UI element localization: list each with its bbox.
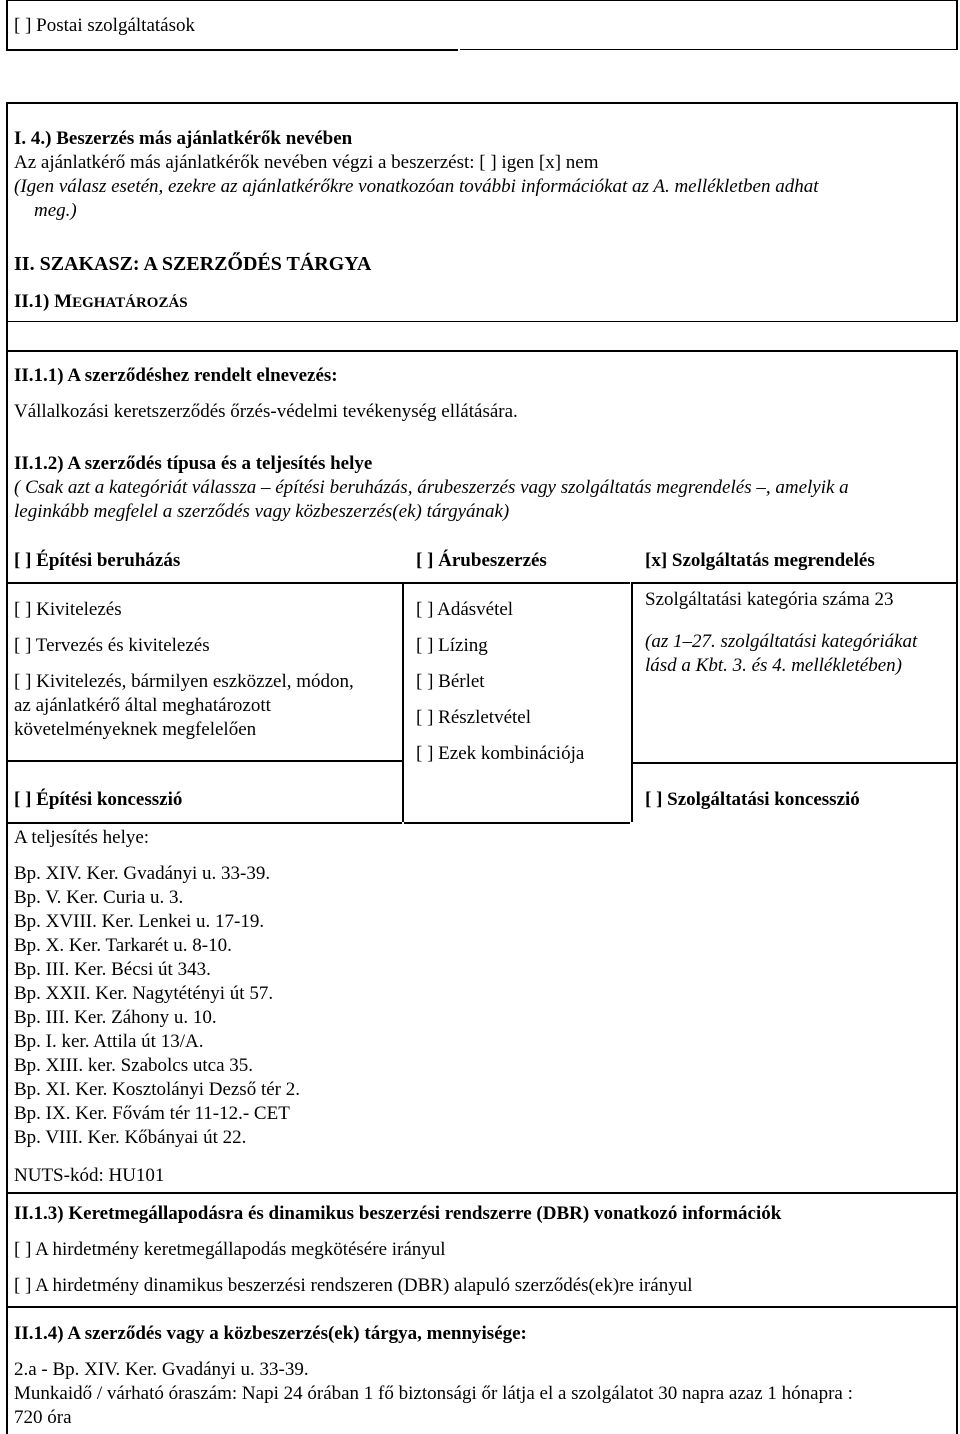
address-item: Bp. V. Ker. Curia u. 3. [14, 887, 184, 908]
ii14-line1: 2.a - Bp. XIV. Ker. Gvadányi u. 33-39. [14, 1359, 309, 1380]
section-i4-note-line1: (Igen válasz esetén, ezekre az ajánlatkérőkre vonatkozóan további információkat az A. mellékletben adhat [14, 176, 819, 197]
works-option-any-means-line1: [ ] Kivitelezés, bármilyen eszközzel, módon, [14, 671, 354, 692]
address-item: Bp. XIV. Ker. Gvadányi u. 33-39. [14, 863, 271, 884]
dps-option: [ ] A hirdetmény dinamikus beszerzési rendszeren (DBR) alapuló szerződés(ek)re irányul [14, 1275, 693, 1296]
ii12-note-line1: ( Csak azt a kategóriát válassza – építési beruházás, árubeszerzés vagy szolgáltatás megrendelés –, amelyik a [14, 477, 849, 498]
postal-services-option: [ ] Postai szolgáltatások [14, 15, 195, 36]
address-item: Bp. I. ker. Attila út 13/A. [14, 1031, 204, 1052]
address-item: Bp. VIII. Ker. Kőbányai út 22. [14, 1127, 247, 1148]
section-ii-subtitle-prefix: II.1) M [14, 291, 73, 312]
ii14-heading: II.1.4) A szerződés vagy a közbeszerzés(ek) tárgya, mennyisége: [14, 1323, 527, 1344]
ii13-heading: II.1.3) Keretmegállapodásra és dinamikus beszerzési rendszerre (DBR) vonatkozó információk [14, 1203, 782, 1224]
address-item: Bp. XI. Ker. Kosztolányi Dezső tér 2. [14, 1079, 300, 1100]
ii11-contract-name: Vállalkozási keretszerződés őrzés-védelmi tevékenység ellátására. [14, 401, 518, 422]
framework-agreement-option: [ ] A hirdetmény keretmegállapodás megkötésére irányul [14, 1239, 446, 1260]
address-item: Bp. XVIII. Ker. Lenkei u. 17-19. [14, 911, 265, 932]
service-category-note-line2: lásd a Kbt. 3. és 4. mellékletében) [645, 655, 902, 676]
divider-line [6, 321, 958, 322]
address-item: Bp. X. Ker. Tarkarét u. 8-10. [14, 935, 232, 956]
service-category-number: Szolgáltatási kategória száma 23 [645, 589, 894, 610]
ii14-line2: Munkaidő / várható óraszám: Napi 24 órában 1 fő biztonsági őr látja el a szolgálatot 30 napra azaz 1 hónapra : [14, 1383, 853, 1404]
works-option-execution: [ ] Kivitelezés [14, 599, 122, 620]
ii14-top-border [6, 1306, 958, 1308]
works-option-any-means-line2: az ajánlatkérő által meghatározott [14, 695, 271, 716]
ii13-top-border [6, 1192, 958, 1194]
address-list [14, 862, 300, 1150]
works-option-design-execution: [ ] Tervezés és kivitelezés [14, 635, 210, 656]
services-header: [x] Szolgáltatás megrendelés [645, 550, 875, 571]
place-label: A teljesítés helye: [14, 827, 150, 848]
section-ii-subtitle [14, 290, 188, 315]
works-concession: [ ] Építési koncesszió [14, 789, 183, 810]
supplies-option-lease: [ ] Lízing [416, 635, 488, 656]
section-i4-question: Az ajánlatkérő más ajánlatkérők nevében végzi a beszerzést: [ ] igen [x] nem [14, 152, 599, 173]
ii14-line3: 720 óra [14, 1407, 72, 1428]
nuts-code: NUTS-kód: HU101 [14, 1165, 165, 1186]
address-item: Bp. XIII. ker. Szabolcs utca 35. [14, 1055, 254, 1076]
address-item: Bp. IX. Ker. Fővám tér 11-12.- CET [14, 1103, 290, 1124]
supplies-option-purchase: [ ] Adásvétel [416, 599, 514, 620]
supplies-option-rental: [ ] Bérlet [416, 671, 485, 692]
address-item: Bp. III. Ker. Bécsi út 343. [14, 959, 211, 980]
address-item: Bp. XXII. Ker. Nagytétényi út 57. [14, 983, 274, 1004]
service-concession: [ ] Szolgáltatási koncesszió [645, 789, 860, 810]
ii12-heading: II.1.2) A szerződés típusa és a teljesítés helye [14, 453, 373, 474]
supplies-header: [ ] Árubeszerzés [416, 550, 547, 571]
section-i4-note-line2: meg.) [34, 200, 77, 221]
works-option-any-means-line3: követelményeknek megfelelően [14, 719, 257, 740]
section-ii-title: II. SZAKASZ: A SZERZŐDÉS TÁRGYA [14, 253, 372, 275]
ii12-note-line2: leginkább megfelel a szerződés vagy közbeszerzés(ek) tárgyának) [14, 501, 510, 522]
supplies-option-combination: [ ] Ezek kombinációja [416, 743, 585, 764]
ii11-top-border [6, 350, 958, 352]
supplies-option-hire-purchase: [ ] Részletvétel [416, 707, 532, 728]
section-i4-heading: I. 4.) Beszerzés más ajánlatkérők nevében [14, 128, 353, 149]
ii11-heading: II.1.1) A szerződéshez rendelt elnevezés: [14, 365, 338, 386]
right-border [956, 350, 958, 1434]
works-header: [ ] Építési beruházás [14, 550, 181, 571]
address-item: Bp. III. Ker. Záhony u. 10. [14, 1007, 217, 1028]
section-ii-subtitle-rest: EGHATÁROZÁS [72, 295, 188, 311]
service-category-note-line1: (az 1–27. szolgáltatási kategóriákat [645, 631, 918, 652]
